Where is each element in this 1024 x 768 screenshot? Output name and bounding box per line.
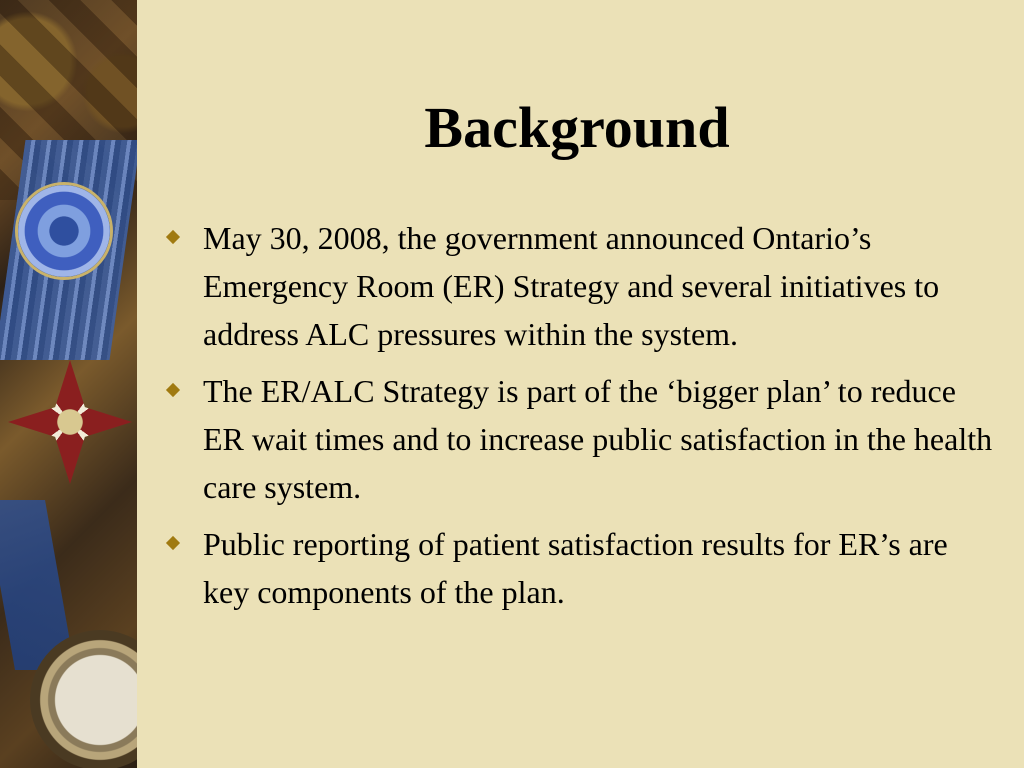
bullet-text: Public reporting of patient satisfaction results for ER’s are key components of the plan.: [203, 526, 948, 610]
rosette-decoration: [18, 185, 110, 277]
bullet-text: May 30, 2008, the government announced Ontario’s Emergency Room (ER) Strategy and several initiatives to address ALC pressures within the system.: [203, 220, 940, 352]
slide-title: Background: [424, 95, 730, 160]
medal-decoration-image: [0, 0, 137, 768]
bullet-list: [168, 214, 998, 625]
bullet-text: The ER/ALC Strategy is part of the ‘bigger plan’ to reduce ER wait times and to increase public satisfaction in the health care system.: [203, 373, 993, 505]
diamond-bullet-icon: [166, 536, 180, 550]
bullet-item: [168, 214, 998, 358]
diamond-bullet-icon: [166, 230, 180, 244]
diamond-bullet-icon: [166, 383, 180, 397]
bullet-item: [168, 367, 998, 511]
bullet-item: [168, 520, 998, 616]
medal-cross-decoration: [8, 360, 132, 484]
